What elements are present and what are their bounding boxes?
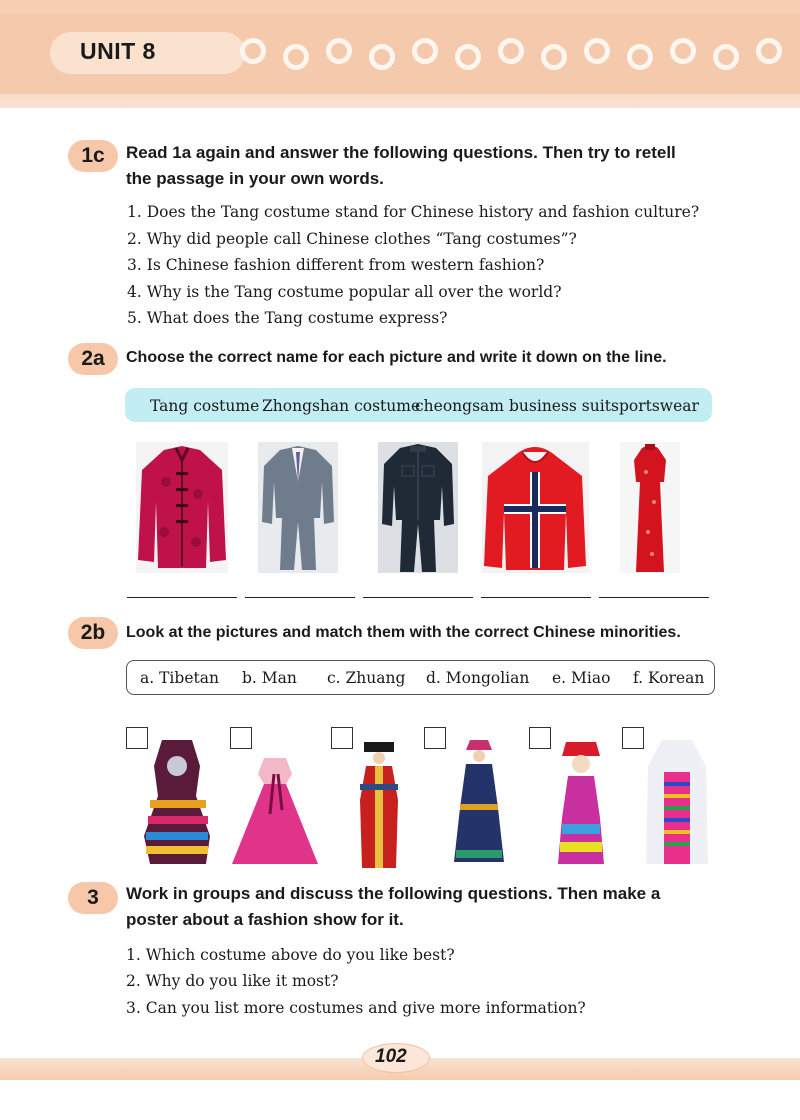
question-3-1: 1. Which costume above do you like best? bbox=[126, 946, 455, 964]
word-bank-item: Tang costume bbox=[150, 397, 260, 415]
minority-option: a. Tibetan bbox=[140, 669, 219, 687]
answer-line-2[interactable] bbox=[245, 597, 355, 598]
question-1c-1: 1. Does the Tang costume stand for Chinese history and fashion culture? bbox=[127, 203, 700, 221]
tang-costume-photo bbox=[136, 442, 228, 573]
section-3-instruction-line1: Work in groups and discuss the following questions. Then make a bbox=[126, 884, 661, 903]
answer-line-3[interactable] bbox=[363, 597, 473, 598]
miao-costume-figure bbox=[140, 736, 215, 866]
word-bank-item: Zhongshan costume bbox=[262, 397, 421, 415]
zhuang-costume-figure bbox=[556, 738, 606, 866]
section-2b-instruction: Look at the pictures and match them with the correct Chinese minorities. bbox=[126, 624, 681, 641]
question-3-3: 3. Can you list more costumes and give more information? bbox=[126, 999, 586, 1017]
minority-option: c. Zhuang bbox=[327, 669, 406, 687]
man-costume-figure bbox=[356, 740, 402, 868]
question-3-2: 2. Why do you like it most? bbox=[126, 972, 339, 990]
section-3-instruction-line2: poster about a fashion show for it. bbox=[126, 910, 404, 929]
match-checkbox-3[interactable] bbox=[331, 727, 353, 749]
match-checkbox-5[interactable] bbox=[529, 727, 551, 749]
minority-option: e. Miao bbox=[552, 669, 611, 687]
minority-option: f. Korean bbox=[633, 669, 705, 687]
section-badge-2b: 2b bbox=[68, 617, 118, 649]
zhongshan-costume-photo bbox=[378, 442, 458, 573]
page-number: 102 bbox=[375, 1046, 407, 1067]
match-checkbox-6[interactable] bbox=[622, 727, 644, 749]
section-1c-instruction-line1: Read 1a again and answer the following questions. Then try to retell bbox=[126, 143, 676, 162]
question-1c-3: 3. Is Chinese fashion different from western fashion? bbox=[127, 256, 545, 274]
match-checkbox-2[interactable] bbox=[230, 727, 252, 749]
minority-option: b. Man bbox=[242, 669, 297, 687]
business-suit-photo bbox=[258, 442, 338, 573]
korean-costume-figure bbox=[230, 754, 320, 866]
question-1c-2: 2. Why did people call Chinese clothes “Tang costumes”? bbox=[127, 230, 577, 248]
answer-line-5[interactable] bbox=[599, 597, 709, 598]
mongolian-costume-figure bbox=[452, 738, 507, 866]
match-checkbox-4[interactable] bbox=[424, 727, 446, 749]
section-badge-3: 3 bbox=[68, 882, 118, 914]
word-bank-item: business suit bbox=[509, 397, 611, 415]
answer-line-4[interactable] bbox=[481, 597, 591, 598]
tibetan-costume-figure bbox=[644, 738, 710, 866]
section-badge-1c: 1c bbox=[68, 140, 118, 172]
question-1c-5: 5. What does the Tang costume express? bbox=[127, 309, 448, 327]
section-1c-instruction-line2: the passage in your own words. bbox=[126, 169, 384, 188]
word-bank-item: sportswear bbox=[611, 397, 699, 415]
word-bank-item: cheongsam bbox=[415, 397, 504, 415]
answer-line-1[interactable] bbox=[127, 597, 237, 598]
question-1c-4: 4. Why is the Tang costume popular all over the world? bbox=[127, 283, 562, 301]
decorative-rings bbox=[240, 36, 800, 76]
section-2a-instruction: Choose the correct name for each picture and write it down on the line. bbox=[126, 349, 667, 366]
minority-option: d. Mongolian bbox=[426, 669, 530, 687]
sportswear-photo bbox=[482, 442, 589, 573]
unit-title: UNIT 8 bbox=[80, 38, 156, 64]
section-badge-2a: 2a bbox=[68, 343, 118, 375]
cheongsam-photo bbox=[620, 442, 680, 573]
